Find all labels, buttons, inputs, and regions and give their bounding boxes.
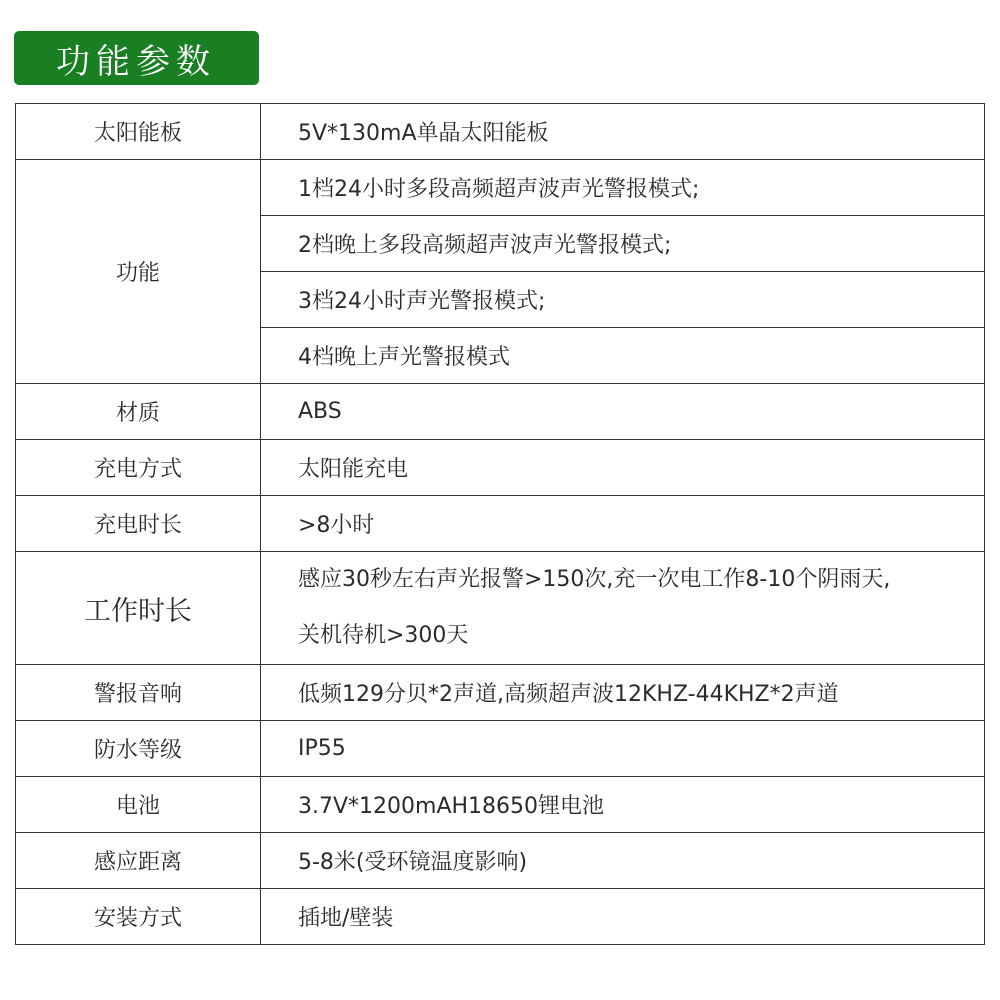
row-value-waterproof: IP55 (261, 721, 985, 777)
table-row (16, 104, 985, 160)
table-row (16, 160, 985, 216)
table-row (16, 384, 985, 440)
row-label-sensing-distance: 感应距离 (16, 833, 261, 889)
table-row (16, 440, 985, 496)
table-row (16, 889, 985, 945)
row-label-solar-panel: 太阳能板 (16, 104, 261, 160)
working-time-line-2: 关机待机>300天 (298, 623, 469, 648)
row-label-material: 材质 (16, 384, 261, 440)
row-value-function-mode-4: 4档晚上声光警报模式 (261, 328, 985, 384)
row-value-material: ABS (261, 384, 985, 440)
row-label-installation: 安装方式 (16, 889, 261, 945)
row-value-solar-panel: 5V*130mA单晶太阳能板 (261, 104, 985, 160)
spec-table (15, 103, 985, 945)
table-row (16, 777, 985, 833)
row-value-alarm-sound: 低频129分贝*2声道,高频超声波12KHZ-44KHZ*2声道 (261, 665, 985, 721)
table-row (16, 721, 985, 777)
table-row (16, 552, 985, 665)
table-row (16, 496, 985, 552)
row-value-function-mode-3: 3档24小时声光警报模式; (261, 272, 985, 328)
row-value-charging-method: 太阳能充电 (261, 440, 985, 496)
row-label-working-time: 工作时长 (16, 552, 261, 665)
row-value-charging-time: >8小时 (261, 496, 985, 552)
row-value-sensing-distance: 5-8米(受环镜温度影响) (261, 833, 985, 889)
row-label-alarm-sound: 警报音响 (16, 665, 261, 721)
table-row (16, 665, 985, 721)
row-label-charging-method: 充电方式 (16, 440, 261, 496)
row-value-installation: 插地/壁装 (261, 889, 985, 945)
section-title: 功能参数 (56, 41, 216, 82)
row-value-battery: 3.7V*1200mAH18650锂电池 (261, 777, 985, 833)
row-label-function: 功能 (16, 160, 261, 384)
row-value-function-mode-1: 1档24小时多段高频超声波声光警报模式; (261, 160, 985, 216)
row-value-function-mode-2: 2档晚上多段高频超声波声光警报模式; (261, 216, 985, 272)
row-label-waterproof: 防水等级 (16, 721, 261, 777)
row-value-working-time (261, 552, 985, 665)
row-label-battery: 电池 (16, 777, 261, 833)
section-title-badge (14, 31, 259, 85)
working-time-line-1: 感应30秒左右声光报警>150次,充一次电工作8-10个阴雨天, (298, 567, 891, 592)
table-row (16, 833, 985, 889)
row-label-charging-time: 充电时长 (16, 496, 261, 552)
